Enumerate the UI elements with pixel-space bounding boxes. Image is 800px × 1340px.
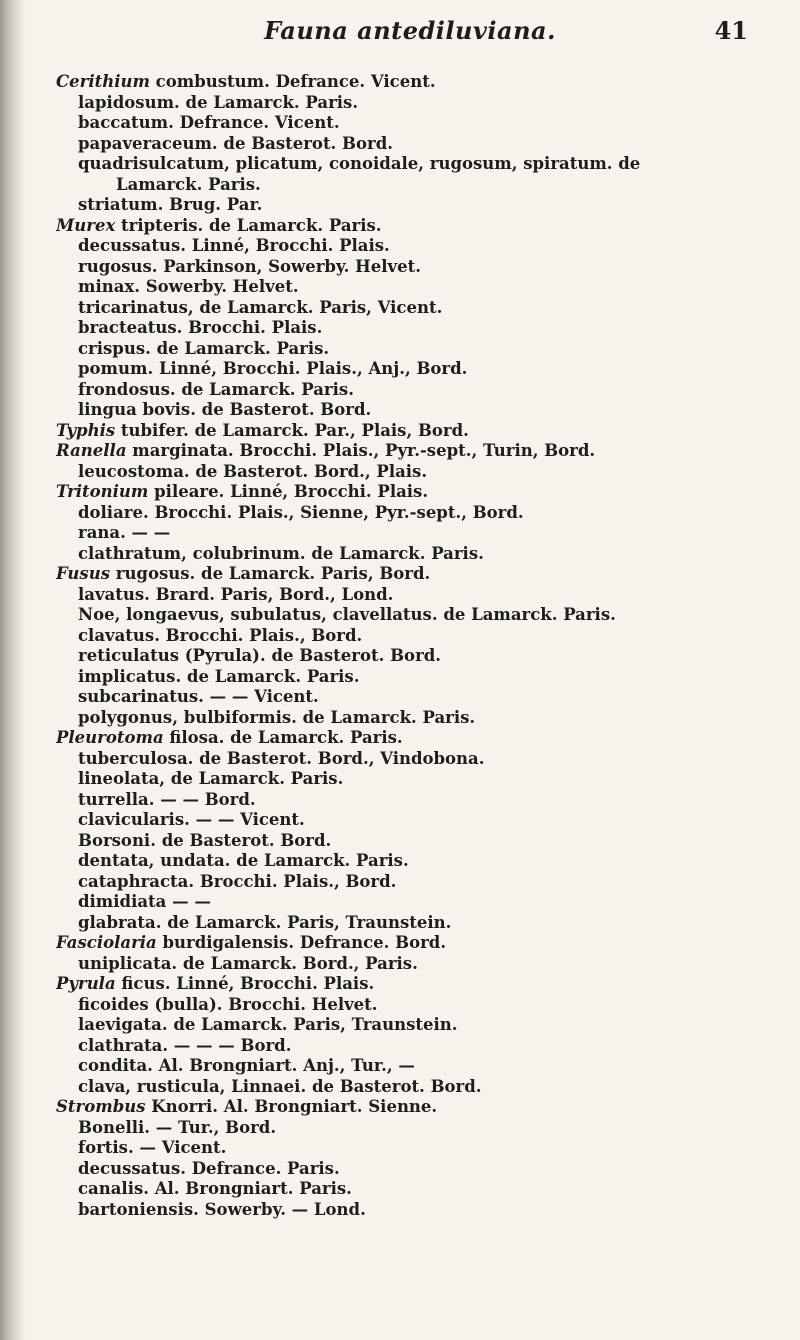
entry-text: condita. Al. Brongniart. Anj., Tur., — <box>78 1056 415 1075</box>
species-entry-line <box>56 790 770 811</box>
genus-name: Ranella <box>56 441 127 460</box>
entry-text: crispus. de Lamarck. Paris. <box>78 338 330 358</box>
genus-name: Fusus <box>56 564 110 583</box>
page-header <box>60 16 760 48</box>
entry-text: tricarinatus, de Lamarck. Paris, Vicent. <box>78 297 443 317</box>
entry-text: polygonus, bulbiformis. de Lamarck. Paris. <box>78 707 476 727</box>
genus-entry-line <box>56 933 770 954</box>
species-entry-line <box>56 1036 770 1057</box>
genus-name: Pyrula <box>56 974 116 993</box>
genus-entry-line <box>56 421 770 442</box>
species-entry-line <box>56 503 770 524</box>
entry-text: rana. — — <box>78 523 171 542</box>
species-entry-line <box>56 605 770 626</box>
species-list <box>56 72 770 1220</box>
species-entry-line <box>56 277 770 298</box>
genus-entry-line <box>56 564 770 585</box>
species-entry-line <box>56 236 770 257</box>
page-number: 41 <box>714 16 748 45</box>
entry-text: Noe, longaevus, subulatus, clavellatus. de Lamarck. Paris. <box>78 605 616 624</box>
entry-text: laevigata. de Lamarck. Paris, Traunstein. <box>78 1015 458 1034</box>
entry-text: clathrata. — — — Bord. <box>78 1035 292 1055</box>
species-entry-line <box>56 913 770 934</box>
species-entry-line <box>56 831 770 852</box>
entry-text: bartoniensis. Sowerby. — Lond. <box>78 1199 366 1219</box>
entry-text: Bonelli. — Tur., Bord. <box>78 1117 277 1137</box>
entry-text: dimidiata — — <box>78 892 211 911</box>
entry-text: glabrata. de Lamarck. Paris, Traunstein. <box>78 912 452 932</box>
genus-entry-line <box>56 974 770 995</box>
genus-entry-line <box>56 728 770 749</box>
species-entry-line <box>56 1118 770 1139</box>
entry-text: tuberculosa. de Basterot. Bord., Vindobona. <box>78 748 485 768</box>
entry-text: Knorri. Al. Brongniart. Sienne. <box>145 1097 438 1116</box>
species-entry-line <box>56 462 770 483</box>
genus-name: Tritonium <box>56 482 149 501</box>
species-entry-line <box>56 749 770 770</box>
entry-text: papaveraceum. de Basterot. Bord. <box>78 133 393 153</box>
entry-text: burdigalensis. Defrance. Bord. <box>156 933 447 952</box>
genus-entry-line <box>56 1097 770 1118</box>
running-title: Fauna antediluviana. <box>264 16 556 45</box>
entry-text: clava, rusticula, Linnaei. de Basterot. Bord. <box>78 1076 482 1096</box>
entry-text: tripteris. de Lamarck. Paris. <box>115 215 382 235</box>
species-entry-line <box>56 810 770 831</box>
binding-shadow <box>0 0 26 1340</box>
species-entry-line <box>56 400 770 421</box>
entry-text: pomum. Linné, Brocchi. Plais., Anj., Bord. <box>78 359 468 378</box>
entry-text: ficoides (bulla). Brocchi. Helvet. <box>78 994 378 1014</box>
entry-text: baccatum. Defrance. Vicent. <box>78 113 340 132</box>
species-entry-line <box>56 93 770 114</box>
species-entry-line <box>56 154 770 175</box>
entry-text: marginata. Brocchi. Plais., Pyr.-sept., Turin, Bord. <box>126 441 596 460</box>
entry-text: lingua bovis. de Basterot. Bord. <box>78 400 372 419</box>
species-entry-line <box>56 1159 770 1180</box>
species-entry-line <box>56 359 770 380</box>
entry-text: cataphracta. Brocchi. Plais., Bord. <box>78 871 397 891</box>
entry-text: rugosus. de Lamarck. Paris, Bord. <box>110 564 431 583</box>
entry-text: reticulatus (Pyrula). de Basterot. Bord. <box>78 646 442 665</box>
genus-entry-line <box>56 72 770 93</box>
species-entry-line <box>56 687 770 708</box>
entry-text: ficus. Linné, Brocchi. Plais. <box>115 974 375 993</box>
species-entry-line <box>56 626 770 647</box>
entry-text: leucostoma. de Basterot. Bord., Plais. <box>78 461 428 481</box>
species-entry-line <box>56 339 770 360</box>
genus-entry-line <box>56 482 770 503</box>
entry-text: rugosus. Parkinson, Sowerby. Helvet. <box>78 256 421 276</box>
species-entry-line <box>56 872 770 893</box>
entry-text: decussatus. Defrance. Paris. <box>78 1158 340 1178</box>
species-entry-line <box>56 1179 770 1200</box>
species-entry-line <box>56 1015 770 1036</box>
entry-text: lavatus. Brard. Paris, Bord., Lond. <box>78 584 394 604</box>
species-entry-line <box>56 523 770 544</box>
entry-text: uniplicata. de Lamarck. Bord., Paris. <box>78 953 418 973</box>
species-entry-line <box>56 646 770 667</box>
entry-text: subcarinatus. — — Vicent. <box>78 687 319 706</box>
entry-text: filosa. de Lamarck. Paris. <box>163 728 403 747</box>
species-entry-line <box>56 175 770 196</box>
genus-name: Strombus <box>56 1097 146 1116</box>
species-entry-line <box>56 298 770 319</box>
species-entry-line <box>56 708 770 729</box>
species-entry-line <box>56 995 770 1016</box>
species-entry-line <box>56 134 770 155</box>
entry-text: clavicularis. — — Vicent. <box>78 810 305 829</box>
entry-text: frondosus. de Lamarck. Paris. <box>78 379 354 399</box>
genus-name: Cerithium <box>56 72 150 91</box>
entry-text: dentata, undata. de Lamarck. Paris. <box>78 851 409 870</box>
species-entry-line <box>56 113 770 134</box>
entry-text: minax. Sowerby. Helvet. <box>78 277 299 296</box>
species-entry-line <box>56 667 770 688</box>
genus-entry-line <box>56 216 770 237</box>
entry-text: striatum. Brug. Par. <box>78 195 263 214</box>
entry-text: implicatus. de Lamarck. Paris. <box>78 666 360 686</box>
species-entry-line <box>56 585 770 606</box>
species-entry-line <box>56 769 770 790</box>
species-entry-line <box>56 954 770 975</box>
entry-text: decussatus. Linné, Brocchi. Plais. <box>78 236 390 255</box>
entry-text: lineolata, de Lamarck. Paris. <box>78 769 344 788</box>
entry-text: clavatus. Brocchi. Plais., Bord. <box>78 625 363 645</box>
entry-text: combustum. Defrance. Vicent. <box>149 72 436 91</box>
genus-entry-line <box>56 441 770 462</box>
genus-name: Fasciolaria <box>56 933 157 952</box>
entry-text: clathratum, colubrinum. de Lamarck. Paris. <box>78 543 484 563</box>
entry-text: fortis. — Vicent. <box>78 1138 227 1157</box>
entry-text: Borsoni. de Basterot. Bord. <box>78 830 332 850</box>
species-entry-line <box>56 851 770 872</box>
genus-name: Murex <box>56 215 116 235</box>
species-entry-line <box>56 1056 770 1077</box>
entry-text: Lamarck. Paris. <box>116 174 261 194</box>
entry-text: bracteatus. Brocchi. Plais. <box>78 318 323 337</box>
species-entry-line <box>56 1138 770 1159</box>
entry-text: doliare. Brocchi. Plais., Sienne, Pyr.-sept., Bord. <box>78 502 524 522</box>
entry-text: quadrisulcatum, plicatum, conoidale, rugosum, spiratum. de <box>78 154 641 173</box>
species-entry-line <box>56 1200 770 1221</box>
genus-name: Pleurotoma <box>56 728 164 747</box>
species-entry-line <box>56 892 770 913</box>
entry-text: turrella. — — Bord. <box>78 789 256 809</box>
entry-text: canalis. Al. Brongniart. Paris. <box>78 1179 352 1198</box>
species-entry-line <box>56 380 770 401</box>
species-entry-line <box>56 1077 770 1098</box>
entry-text: pileare. Linné, Brocchi. Plais. <box>148 482 429 501</box>
genus-name: Typhis <box>56 420 116 440</box>
entry-text: lapidosum. de Lamarck. Paris. <box>78 92 359 112</box>
entry-text: tubifer. de Lamarck. Par., Plais, Bord. <box>115 420 469 440</box>
species-entry-line <box>56 195 770 216</box>
species-entry-line <box>56 318 770 339</box>
species-entry-line <box>56 544 770 565</box>
species-entry-line <box>56 257 770 278</box>
